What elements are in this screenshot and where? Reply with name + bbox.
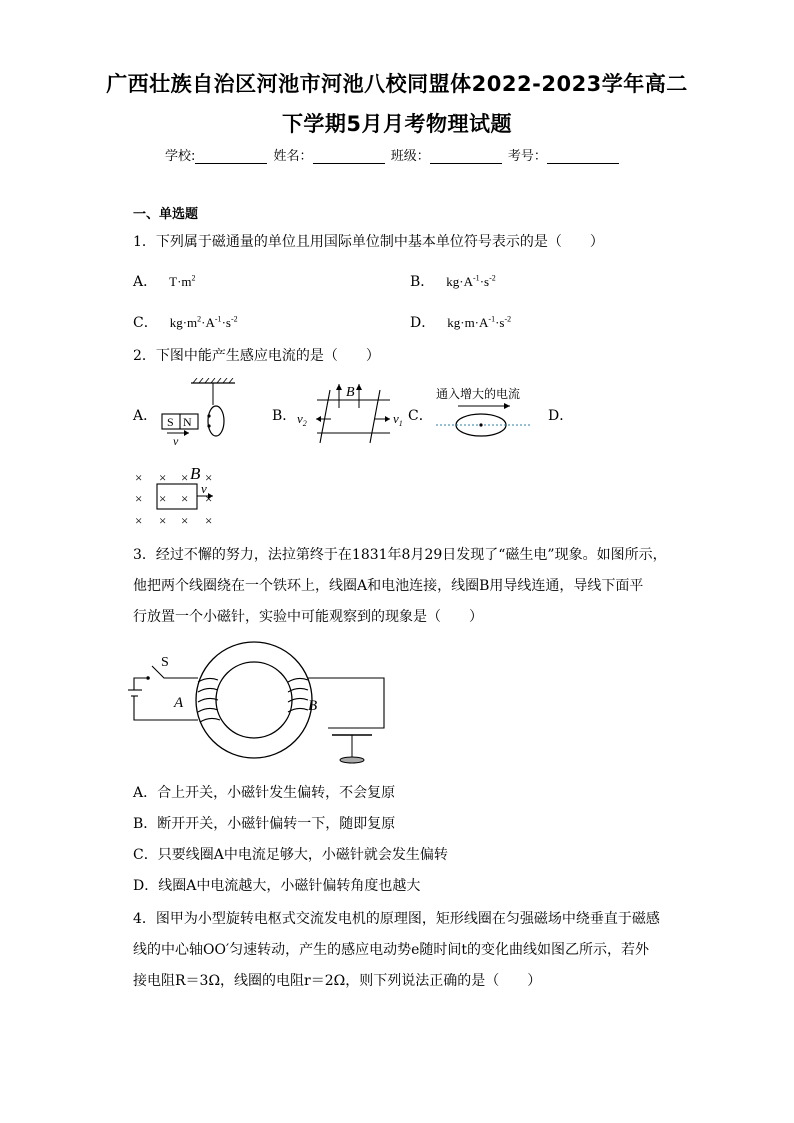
ceiling-hatch: [193, 378, 233, 383]
q3-line3: 行放置一个小磁针，实验中可能观察到的现象是（ ）: [133, 609, 483, 625]
iron-ring-outer: [196, 642, 312, 758]
q3-option-d[interactable]: D．线圈A中电流越大，小磁针偏转角度也越大: [133, 878, 421, 894]
svg-text:×: ×: [135, 491, 143, 506]
svg-text:×: ×: [181, 470, 189, 485]
q1-option-c-sup1: 2: [197, 314, 202, 324]
q1-option-c-unit: kg·m: [169, 315, 198, 330]
q1-option-c-sup2: -1: [214, 314, 222, 324]
q4-line3: 接电阻R＝3Ω，线圈的电阻r＝2Ω，则下列说法正确的是（ ）: [133, 973, 542, 989]
q1-option-a-sup: 2: [191, 273, 196, 283]
page-title-line1: 广西壮族自治区河池市河池八校同盟体2022-2023学年高二: [106, 72, 688, 96]
q3-option-c[interactable]: C．只要线圈A中电流足够大，小磁针就会发生偏转: [133, 847, 448, 863]
student-info-row: [165, 145, 621, 164]
q1-option-d-sup1: -1: [488, 314, 496, 324]
magnet-n-label: N: [183, 415, 192, 429]
magnet-s-label: S: [167, 415, 174, 429]
compass-needle: [332, 735, 372, 763]
q1-option-c-letter: C．: [133, 315, 158, 331]
svg-text:×: ×: [159, 513, 167, 528]
q1-option-b[interactable]: [410, 271, 496, 291]
iron-ring-inner: [216, 662, 292, 738]
q1-option-c-sup3: -2: [230, 314, 238, 324]
q2-option-b-letter[interactable]: B．: [272, 408, 297, 424]
svg-text:×: ×: [159, 470, 167, 485]
q3-option-a[interactable]: A．合上开关，小磁针发生偏转，不会复原: [133, 785, 396, 801]
svg-text:×: ×: [135, 470, 143, 485]
q1-option-c[interactable]: [133, 312, 238, 332]
v1-label: $v_1$: [393, 411, 403, 428]
svg-text:×: ×: [205, 491, 213, 506]
b-field-label: B: [346, 385, 355, 400]
rod-left: [320, 390, 330, 443]
q3-option-b[interactable]: B．断开开关，小磁针偏转一下，随即复原: [133, 816, 396, 832]
exam-number-blank[interactable]: [547, 149, 619, 164]
switch-label: S: [161, 655, 169, 670]
q1-option-c-unit2: ·A: [201, 315, 215, 330]
coil-a: [198, 678, 220, 722]
q2-figure-a: [155, 378, 245, 450]
q1-option-d-unit2: ·s: [495, 315, 505, 330]
q2-option-d-letter[interactable]: D．: [548, 408, 574, 424]
velocity-label: v: [173, 434, 179, 448]
page-title-line2: 下学期5月月考物理试题: [281, 112, 513, 136]
q1-option-d-sup2: -2: [504, 314, 512, 324]
q1-option-a[interactable]: [133, 271, 196, 291]
q1-option-b-unit: kg·A: [446, 274, 474, 289]
q1-option-a-unit: T·m: [169, 274, 192, 289]
section-heading: 一、单选题: [133, 207, 199, 222]
coil-b-circuit: [308, 678, 384, 728]
svg-text:×: ×: [135, 513, 143, 528]
q1-option-d-unit: kg·m·A: [447, 315, 489, 330]
q2-stem: 2．下图中能产生感应电流的是（ ）: [133, 348, 380, 364]
q3-line1: 3．经过不懈的努力，法拉第终于在1831年8月29日发现了“磁生电”现象。如图所示，: [133, 547, 667, 563]
q1-stem: 1．下列属于磁通量的单位且用国际单位制中基本单位符号表示的是（ ）: [133, 234, 604, 250]
q2-figure-d: [133, 462, 233, 532]
q4-line2: 线的中心轴OO′匀速转动，产生的感应电动势e随时间t的变化曲线如图乙所示，若外: [133, 942, 650, 958]
q1-option-c-unit3: ·s: [221, 315, 231, 330]
class-label: 班级：: [390, 149, 430, 164]
coil-b-label: B: [308, 698, 318, 714]
d-b-field-label: B: [190, 464, 201, 483]
svg-text:×: ×: [159, 491, 167, 506]
exam-number-label: 考号：: [507, 149, 547, 164]
svg-text:×: ×: [181, 491, 189, 506]
q2-option-c-letter[interactable]: C．: [408, 408, 433, 424]
school-blank[interactable]: [195, 149, 267, 164]
q2-figure-b: [295, 378, 410, 450]
d-velocity-label: v: [201, 481, 207, 496]
q1-option-b-letter: B．: [410, 274, 435, 290]
q1-option-d[interactable]: [410, 312, 511, 332]
svg-text:×: ×: [205, 513, 213, 528]
q2-figure-c: [432, 383, 542, 445]
q1-option-d-letter: D．: [410, 315, 436, 331]
current-caption: 通入增大的电流: [436, 387, 521, 401]
q1-option-b-sup1: -1: [473, 273, 480, 283]
q1-option-b-unit2: ·s: [479, 274, 490, 289]
q2-option-a-letter[interactable]: A．: [133, 408, 158, 424]
q1-option-a-letter: A．: [133, 274, 158, 290]
name-label: 姓名：: [273, 149, 313, 164]
school-label: 学校:: [165, 149, 196, 164]
q4-line1: 4．图甲为小型旋转电枢式交流发电机的原理图，矩形线圈在匀强磁场中绕垂直于磁感: [133, 911, 660, 927]
metal-ring: [208, 406, 224, 436]
field-crosses: [135, 470, 212, 528]
coil-a-label: A: [174, 695, 184, 711]
svg-text:×: ×: [205, 470, 213, 485]
q3-faraday-ring-figure: [128, 638, 390, 773]
class-blank[interactable]: [430, 149, 502, 164]
name-blank[interactable]: [313, 149, 385, 164]
q3-line2: 他把两个线圈绕在一个铁环上，线圈A和电池连接，线圈B用导线连通，导线下面平: [133, 578, 644, 594]
battery-circuit: [128, 666, 198, 720]
q1-option-b-sup2: -2: [489, 273, 496, 283]
v2-label: $v_2$: [297, 411, 307, 428]
svg-text:×: ×: [181, 513, 189, 528]
rod-right: [370, 390, 380, 443]
